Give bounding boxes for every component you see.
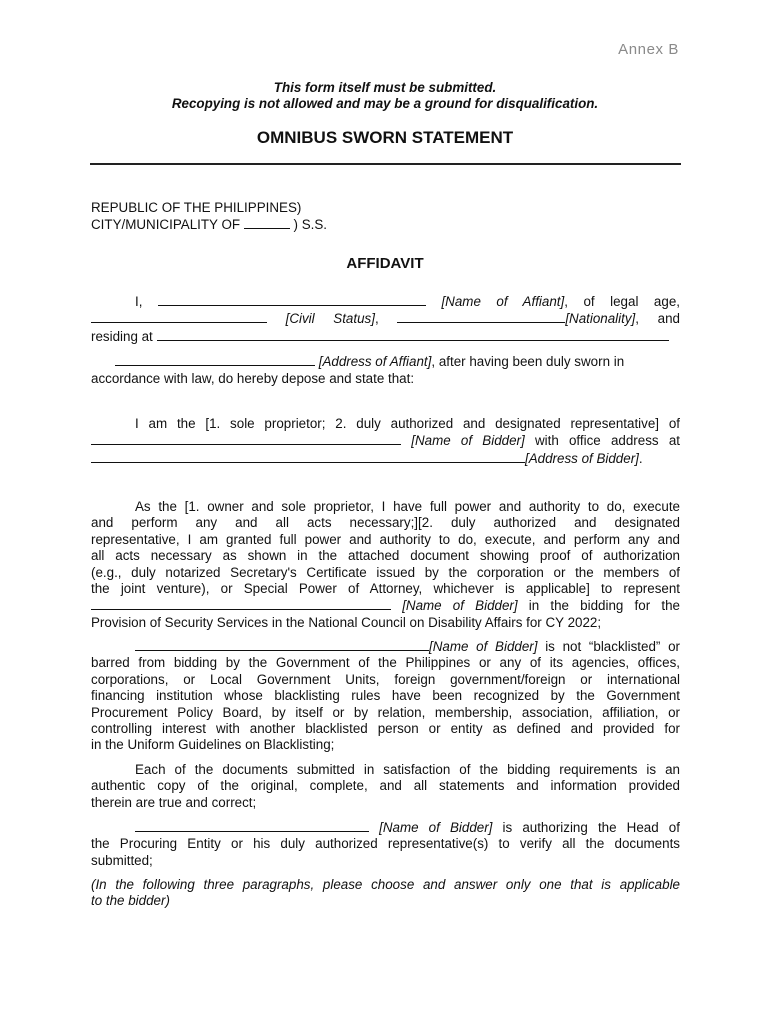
rep-line-2: [Name of Bidder] with office address at [91,432,680,449]
affiant-name-blank[interactable] [158,293,426,306]
documents-paragraph [91,762,680,811]
blacklist-line-3: corporations, or Local Government Units, foreign government/foreign or international [91,671,680,687]
document-title: OMNIBUS SWORN STATEMENT [256,128,514,147]
civil-status-blank[interactable] [91,310,267,323]
documents-line-3: therein are true and correct; [91,794,257,810]
city-blank[interactable] [244,216,290,229]
documents-line-2: authentic copy of the original, complete, and all statements and information provided [91,778,680,794]
venue-block [91,200,327,233]
blacklist-line-1: [Name of Bidder] is not “blacklisted” or [91,638,680,655]
verification-line-3: submitted; [91,852,153,868]
affiant-line-4: [Address of Affiant], after having been duly sworn in [91,353,680,370]
bidder-address-blank[interactable] [91,450,525,463]
blacklist-line-5: Procurement Policy Board, by itself or by relation, membership, association, affiliation, or [91,704,680,720]
notice-line-2: Recopying is not allowed and may be a ground for disqualification. [171,96,599,111]
bidder-name-blank-4[interactable] [135,819,369,832]
venue-republic: REPUBLIC OF THE PHILIPPINES) [91,200,302,215]
nationality-blank[interactable] [397,310,565,323]
authority-line-7: [Name of Bidder] in the bidding for the [91,597,680,614]
representative-paragraph [91,416,680,467]
blacklist-paragraph [91,638,680,754]
affidavit-title: AFFIDAVIT [346,255,424,272]
bidder-name-blank-3[interactable] [135,638,429,651]
verification-line-2: the Procuring Entity or his duly authorized representative(s) to verify all the documents [91,836,680,852]
affiant-line-1: I, [Name of Affiant], of legal age, [135,294,680,309]
verification-paragraph [91,819,680,869]
blacklist-line-2: barred from bidding by the Government of the Philippines or any of its agencies, offices, [91,655,680,671]
submission-notice [0,80,770,112]
rep-line-1: I am the [1. sole proprietor; 2. duly authorized and designated representative] of [135,416,680,431]
rep-line-3: [Address of Bidder]. [91,450,680,467]
authority-line-5: (e.g., duly notarized Secretary's Certificate issued by the corporation or the members of [91,564,680,580]
authority-line-2: and perform any and all acts necessary;][2. duly authorized and designated [91,515,680,531]
affiant-line-5: accordance with law, do hereby depose and state that: [91,370,415,386]
authority-line-1: As the [1. owner and sole proprietor, I have full power and authority to do, execute [135,499,680,514]
instruction-paragraph [91,877,680,910]
annex-label: Annex B [618,41,679,58]
affiant-paragraph [91,293,680,387]
documents-line-1: Each of the documents submitted in satisfaction of the bidding requirements is an [135,762,680,777]
authority-paragraph [91,499,680,631]
instruction-line-1: (In the following three paragraphs, please choose and answer only one that is applicable [91,877,680,892]
notice-line-1: This form itself must be submitted. [273,80,497,95]
title-divider [90,163,681,165]
blacklist-line-7: in the Uniform Guidelines on Blacklisting; [91,737,335,753]
authority-line-6: the joint venture), or Special Power of Attorney, whichever is applicable] to represent [91,581,680,597]
blacklist-line-4: financing institution whose blacklisting rules have been recognized by the Government [91,688,680,704]
affiant-line-2: [Civil Status], [Nationality], and [91,310,680,327]
authority-line-4: all acts necessary as shown in the attached document showing proof of authorization [91,548,680,564]
residence-blank[interactable] [157,328,669,341]
authority-line-8: Provision of Security Services in the National Council on Disability Affairs for CY 2022; [91,614,602,630]
instruction-line-2: to the bidder) [91,893,170,909]
affiant-address-blank[interactable] [115,353,315,366]
bidder-name-blank[interactable] [91,432,401,445]
blacklist-line-6: controlling interest with another blacklisted person or entity as defined and provided for [91,721,680,737]
verification-line-1: [Name of Bidder] is authorizing the Head of [91,819,680,836]
authority-line-3: representative, I am granted full power and authority to do, execute, and perform any and [91,531,680,547]
venue-city: CITY/MUNICIPALITY OF ) S.S. [91,217,328,232]
affiant-line-3: residing at [91,328,680,345]
bidder-name-blank-2[interactable] [91,597,391,610]
